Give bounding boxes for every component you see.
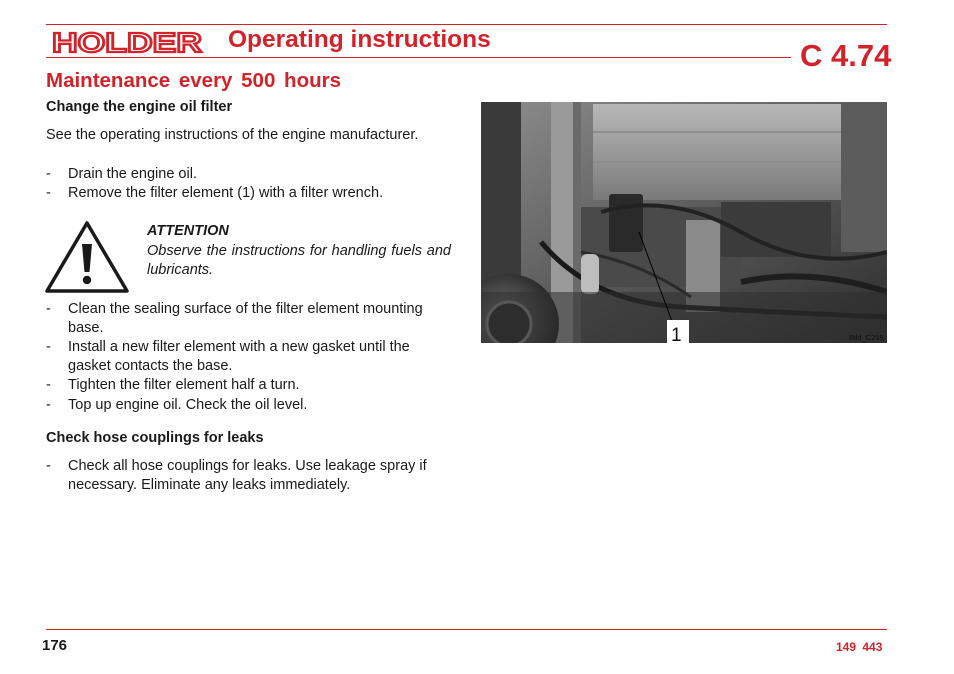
bullet-dash: -: [46, 185, 51, 201]
list-item: [46, 457, 456, 495]
list-item: [46, 376, 456, 395]
bullet-dash: -: [46, 377, 51, 393]
list-item: [46, 165, 456, 184]
footer-rule: [46, 629, 887, 630]
svg-text:HOLDER: HOLDER: [52, 28, 202, 56]
list-item-text: Check all hose couplings for leaks. Use leakage spray if necessary. Eliminate any leaks immediately.: [68, 458, 427, 493]
list-item: [46, 338, 456, 376]
list-item: [46, 300, 456, 338]
holder-logo: [52, 28, 206, 56]
page-number: 176: [42, 637, 68, 654]
oil-filter-heading: Change the engine oil filter: [46, 99, 233, 115]
list-item: [46, 184, 456, 203]
list-item-text: Install a new filter element with a new gasket until the gasket contacts the base.: [68, 339, 410, 374]
attention-title: ATTENTION: [147, 223, 229, 239]
attention-text: Observe the instructions for handling fuels and lubricants.: [147, 243, 451, 278]
bullet-dash: -: [46, 397, 51, 413]
document-number: 149 443: [836, 640, 883, 654]
section-title: Maintenance every 500 hours: [46, 69, 341, 92]
hoses-heading: Check hose couplings for leaks: [46, 430, 264, 446]
list-item-text: Drain the engine oil.: [68, 166, 197, 182]
warning-triangle-icon: [44, 220, 130, 294]
header-rule-top: [46, 24, 887, 25]
bullet-dash: -: [46, 339, 51, 355]
list-item-text: Clean the sealing surface of the filter element mounting base.: [68, 301, 423, 336]
engine-oil-filter-photo: [481, 102, 887, 343]
header-rule-bottom: [46, 57, 791, 58]
photo-caption: Bild_C255: [849, 333, 884, 342]
bullet-dash: -: [46, 458, 51, 474]
list-item-text: Remove the filter element (1) with a filter wrench.: [68, 185, 384, 201]
bullet-dash: -: [46, 301, 51, 317]
list-item: [46, 396, 456, 415]
list-item-text: Top up engine oil. Check the oil level.: [68, 397, 308, 413]
bullet-dash: -: [46, 166, 51, 182]
page-code: C 4.74: [800, 38, 892, 73]
photo-callout-1: 1: [671, 325, 682, 343]
list-item-text: Tighten the filter element half a turn.: [68, 377, 300, 393]
document-title: Operating instructions: [228, 26, 491, 53]
oil-filter-intro: See the operating instructions of the engine manufacturer.: [46, 127, 419, 143]
